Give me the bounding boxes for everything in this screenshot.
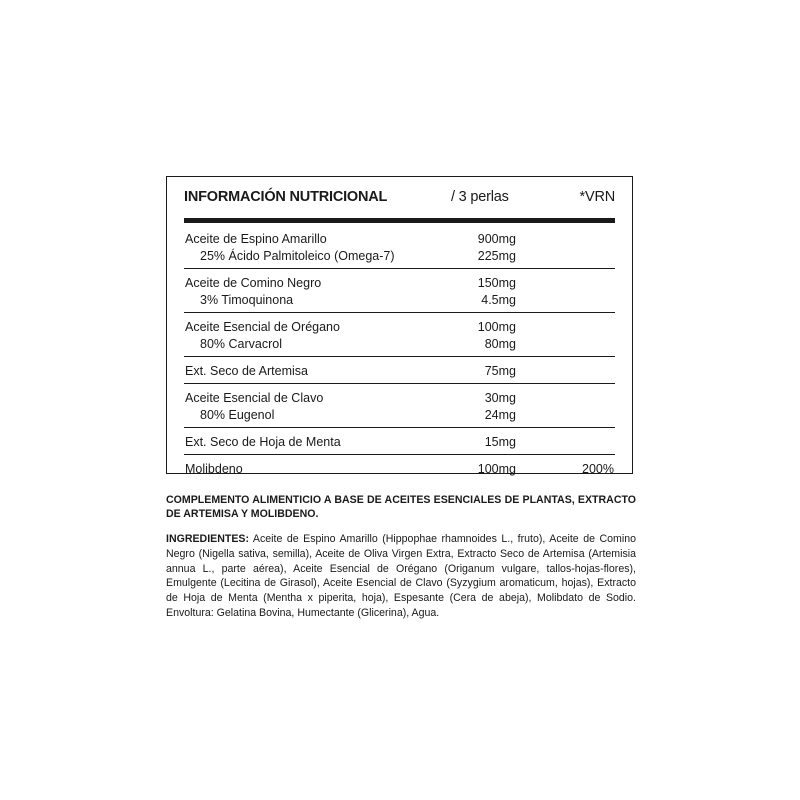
ingredients-text: Aceite de Espino Amarillo (Hippophae rhamnoides L., fruto), Aceite de Comino Negro (Nigella sativa, semilla), Aceite de Oliva Virgen Extra, Extracto Seco de Artemisa (Artemisia annua L., parte aérea), Aceite Esencial de Orégano (Origanum vulgare, tallos-hojas-flores), Emulgente (Lecitina de Girasol), Aceite Esencial de Clavo (Syzygium aromaticum, hojas), Extracto de Hoja de Menta (Mentha x piperita, hoja), Espesante (Cera de abeja), Molibdato de Sodio. Envoltura: Gelatina Bovina, Humectante (Glicerina), Agua. [166, 533, 636, 619]
nutrient-row [184, 231, 615, 248]
nutrient-row [184, 275, 615, 292]
nutrient-amount: 15mg [484, 435, 516, 449]
serving-slash: / [451, 189, 459, 205]
nutrient-name: 3% Timoquinona [200, 293, 294, 307]
nutrient-group [184, 363, 615, 384]
nutrient-name: Aceite de Espino Amarillo [185, 232, 327, 246]
nutrient-amount: 4.5mg [481, 293, 516, 307]
nutrient-row [184, 434, 615, 451]
nutrient-amount: 80mg [484, 337, 516, 351]
nutrient-amount: 24mg [484, 408, 516, 422]
nutrition-header [184, 189, 615, 211]
nutrient-group [184, 319, 615, 357]
nutrient-row [184, 363, 615, 380]
nutrient-row [184, 248, 615, 265]
nutrient-row [184, 336, 615, 353]
nutrient-name: Molibdeno [185, 462, 243, 476]
nutrient-group [184, 275, 615, 313]
nutrient-row [184, 319, 615, 336]
nutrient-group [184, 461, 615, 481]
nutrient-amount: 900mg [477, 232, 516, 246]
nutrient-name: Aceite Esencial de Orégano [185, 320, 340, 334]
nutrition-rows [184, 231, 615, 487]
nutrient-amount: 75mg [484, 364, 516, 378]
nutrient-amount: 100mg [477, 462, 516, 476]
serving-size: 3 perlas [458, 189, 509, 205]
nutrient-group [184, 434, 615, 455]
ingredients-paragraph [166, 532, 636, 621]
nutrient-name: 80% Eugenol [200, 408, 275, 422]
nutrient-name: 80% Carvacrol [200, 337, 282, 351]
nutrient-group [184, 390, 615, 428]
nutrient-name: Aceite Esencial de Clavo [185, 391, 324, 405]
nutrient-name: 25% Ácido Palmitoleico (Omega-7) [200, 249, 395, 263]
nutrient-amount: 225mg [477, 249, 516, 263]
nutrient-row [184, 390, 615, 407]
ingredients-label: INGREDIENTES: [166, 533, 249, 545]
vrn-header: *VRN [579, 189, 615, 205]
nutrient-name: Aceite de Comino Negro [185, 276, 322, 290]
product-description: COMPLEMENTO ALIMENTICIO A BASE DE ACEITES ESENCIALES DE PLANTAS, EXTRACTO DE ARTEMISA Y MOLIBDENO. [166, 494, 636, 520]
nutrition-title: INFORMACIÓN NUTRICIONAL [184, 189, 388, 205]
serving-size-label [451, 189, 509, 205]
nutrient-amount: 150mg [477, 276, 516, 290]
nutrient-amount: 100mg [477, 320, 516, 334]
nutrient-row [184, 292, 615, 309]
nutrient-name: Ext. Seco de Artemisa [185, 364, 308, 378]
nutrient-amount: 30mg [484, 391, 516, 405]
nutrient-name: Ext. Seco de Hoja de Menta [185, 435, 341, 449]
nutrient-group [184, 231, 615, 269]
header-divider [184, 218, 615, 223]
nutrition-facts-panel [166, 176, 633, 474]
nutrient-vrn: 200% [582, 462, 614, 476]
nutrient-row [184, 461, 615, 478]
nutrient-row [184, 407, 615, 424]
